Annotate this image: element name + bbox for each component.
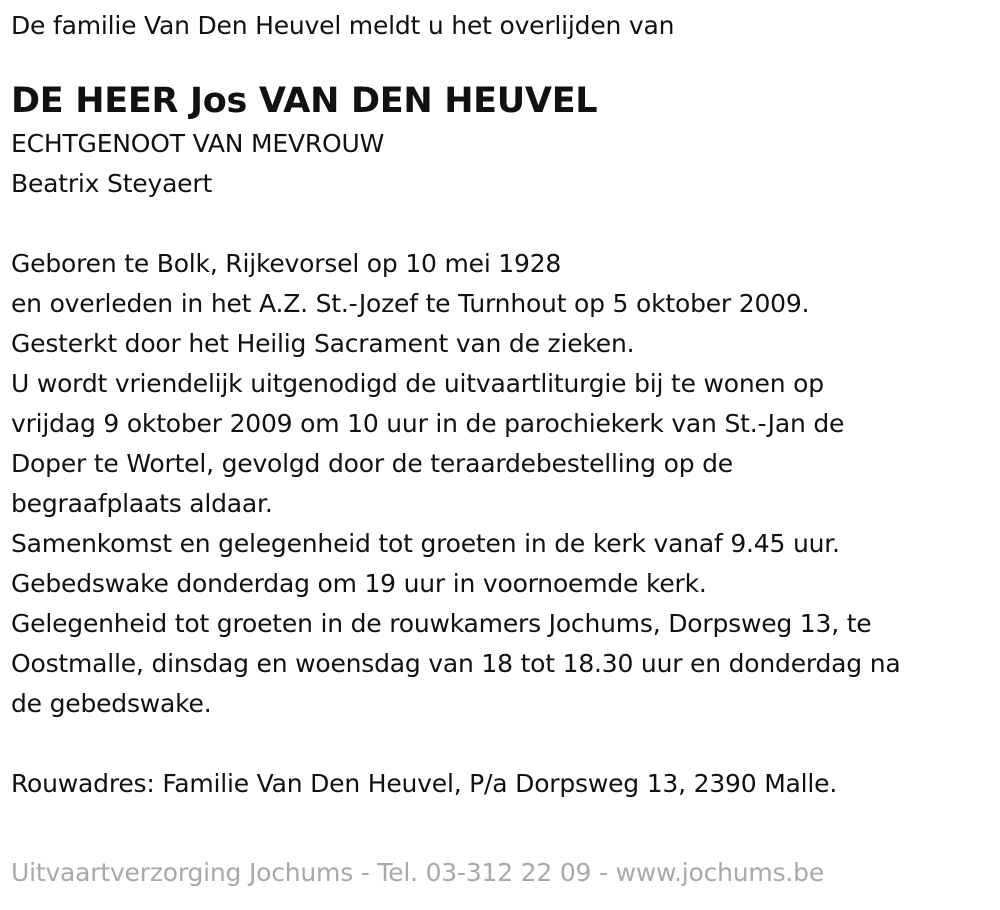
detail-line: U wordt vriendelijk uitgenodigd de uitvaartliturgie bij te wonen op [11, 369, 824, 398]
spacer [11, 724, 991, 764]
detail-line: Oostmalle, dinsdag en woensdag van 18 tot 18.30 uur en donderdag na [11, 649, 901, 678]
mourning-address: Rouwadres: Familie Van Den Heuvel, P/a Dorpsweg 13, 2390 Malle. [11, 769, 838, 798]
spouse-name: Beatrix Steyaert [11, 169, 213, 198]
deceased-name: DE HEER Jos VAN DEN HEUVEL [11, 81, 598, 121]
detail-line: Gesterkt door het Heilig Sacrament van de zieken. [11, 329, 635, 358]
spouse-title: ECHTGENOOT VAN MEVROUW [11, 129, 385, 158]
spacer [11, 204, 991, 244]
intro-text: De familie Van Den Heuvel meldt u het overlijden van [11, 11, 675, 40]
death-notice [11, 6, 991, 804]
detail-line: Gebedswake donderdag om 19 uur in voornoemde kerk. [11, 569, 707, 598]
funeral-home-footer: Uitvaartverzorging Jochums - Tel. 03-312 22 09 - www.jochums.be [11, 858, 825, 887]
detail-line: Doper te Wortel, gevolgd door de teraardebestelling op de [11, 449, 733, 478]
detail-line: vrijdag 9 oktober 2009 om 10 uur in de parochiekerk van St.-Jan de [11, 409, 845, 438]
detail-line: Geboren te Bolk, Rijkevorsel op 10 mei 1928 [11, 249, 562, 278]
detail-line: en overleden in het A.Z. St.-Jozef te Turnhout op 5 oktober 2009. [11, 289, 810, 318]
details-block [11, 244, 991, 724]
detail-line: Samenkomst en gelegenheid tot groeten in de kerk vanaf 9.45 uur. [11, 529, 840, 558]
detail-line: Gelegenheid tot groeten in de rouwkamers Jochums, Dorpsweg 13, te [11, 609, 872, 638]
detail-line: de gebedswake. [11, 689, 212, 718]
detail-line: begraafplaats aldaar. [11, 489, 273, 518]
